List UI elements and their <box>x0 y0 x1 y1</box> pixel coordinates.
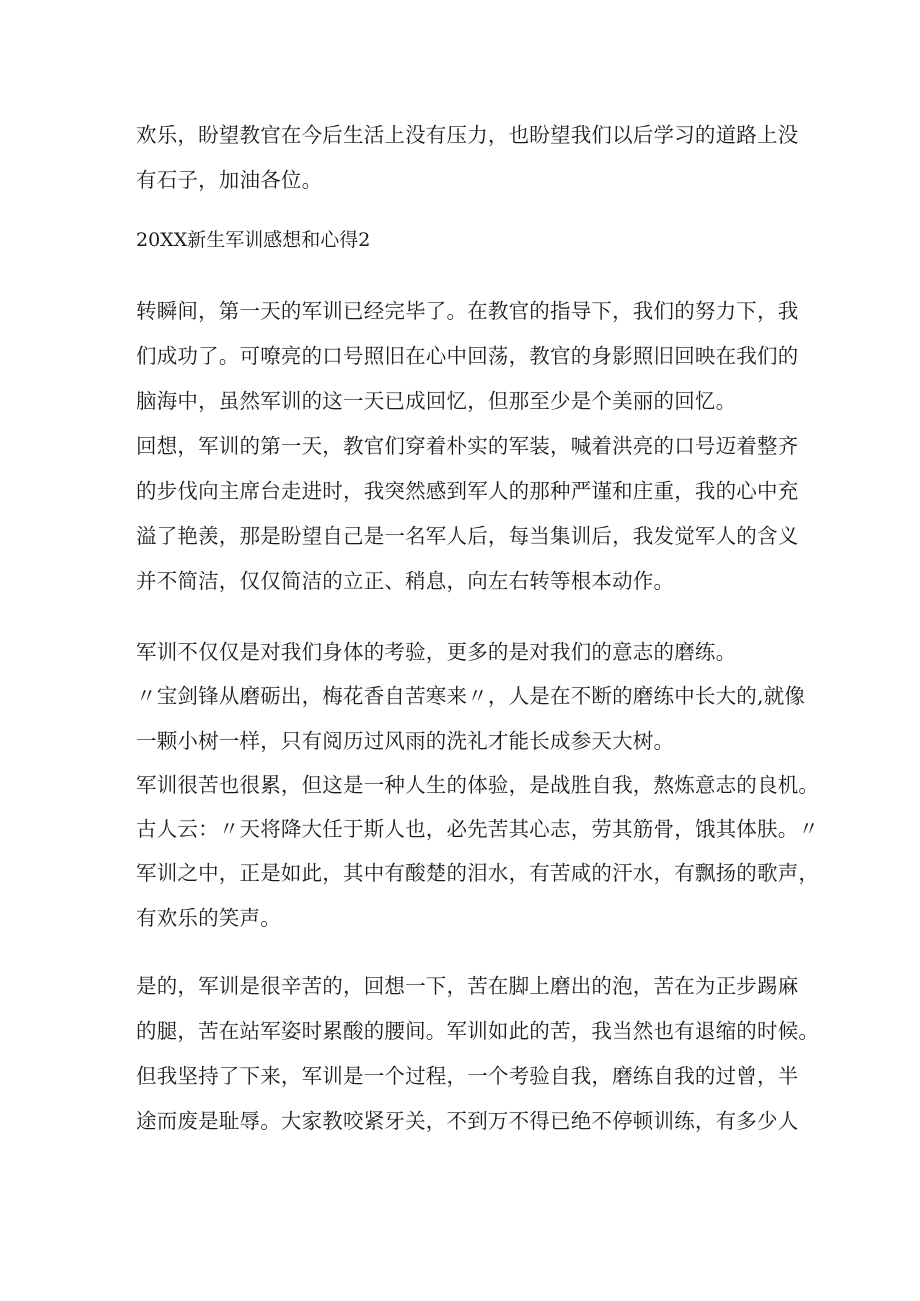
text-line: 是的，军训是很辛苦的，回想一下，苦在脚上磨出的泡，苦在为正步踢麻 <box>136 974 799 998</box>
text-line: 回想，军训的第一天，教官们穿着朴实的军装，喊着洪亮的口号迈着整齐 <box>136 434 799 458</box>
text-line: 有石子，加油各位。 <box>136 168 323 192</box>
text-line: 的步伐向主席台走进时，我突然感到军人的那种严谨和庄重，我的心中充 <box>136 479 799 503</box>
text-line: 军训很苦也很累，但这是一种人生的体验，是战胜自我，熬炼意志的良机。 <box>136 773 820 797</box>
text-line: 的腿，苦在站军姿时累酸的腰间。军训如此的苦，我当然也有退缩的时候。 <box>136 1019 820 1043</box>
text-line: 〃宝剑锋从磨砺出，梅花香自苦寒来〃，人是在不断的磨练中长大的,就像 <box>136 684 806 708</box>
text-line: 军训不仅仅是对我们身体的考验，更多的是对我们的意志的磨练。 <box>136 640 737 664</box>
paragraph <box>136 289 799 424</box>
paragraph <box>136 424 799 604</box>
paragraph <box>136 807 820 852</box>
text-line: 转瞬间，第一天的军训已经完毕了。在教官的指导下，我们的努力下，我 <box>136 299 799 323</box>
text-line: 们成功了。可嘹亮的口号照旧在心中回荡，教官的身影照旧回映在我们的 <box>136 344 799 368</box>
text-line: 并不简洁，仅仅简洁的立正、稍息，向左右转等根本动作。 <box>136 569 675 593</box>
text-line: 溢了艳羡，那是盼望自己是一名军人后，每当集训后，我发觉军人的含义 <box>136 524 799 548</box>
text-line: 军训之中，正是如此，其中有酸楚的泪水，有苦咸的汗水，有飘扬的歌声， <box>136 861 820 885</box>
text-line: 欢乐，盼望教官在今后生活上没有压力，也盼望我们以后学习的道路上没 <box>136 123 799 147</box>
text-line: 但我坚持了下来，军训是一个过程，一个考验自我，磨练自我的过曾，半 <box>136 1064 799 1088</box>
text-line: 途而废是耻辱。大家教咬紧牙关，不到万不得已绝不停顿训练，有多少人 <box>136 1109 799 1133</box>
text-line: 脑海中，虽然军训的这一天已成回忆，但那至少是个美丽的回忆。 <box>136 389 737 413</box>
text-line: 古人云：〃天将降大任于斯人也，必先苦其心志，劳其筋骨，饿其体肤。〃 <box>136 817 820 841</box>
paragraph <box>136 964 820 1144</box>
intro-paragraph <box>136 113 799 203</box>
section-title: 20XX新生军训感想和心得2 <box>136 229 371 251</box>
paragraph <box>136 851 820 941</box>
paragraph <box>136 674 806 764</box>
paragraph <box>136 630 796 675</box>
text-line: 一颗小树一样，只有阅历过风雨的洗礼才能长成参天大树。 <box>136 729 675 753</box>
paragraph <box>136 763 820 808</box>
text-line: 有欢乐的笑声。 <box>136 906 281 930</box>
